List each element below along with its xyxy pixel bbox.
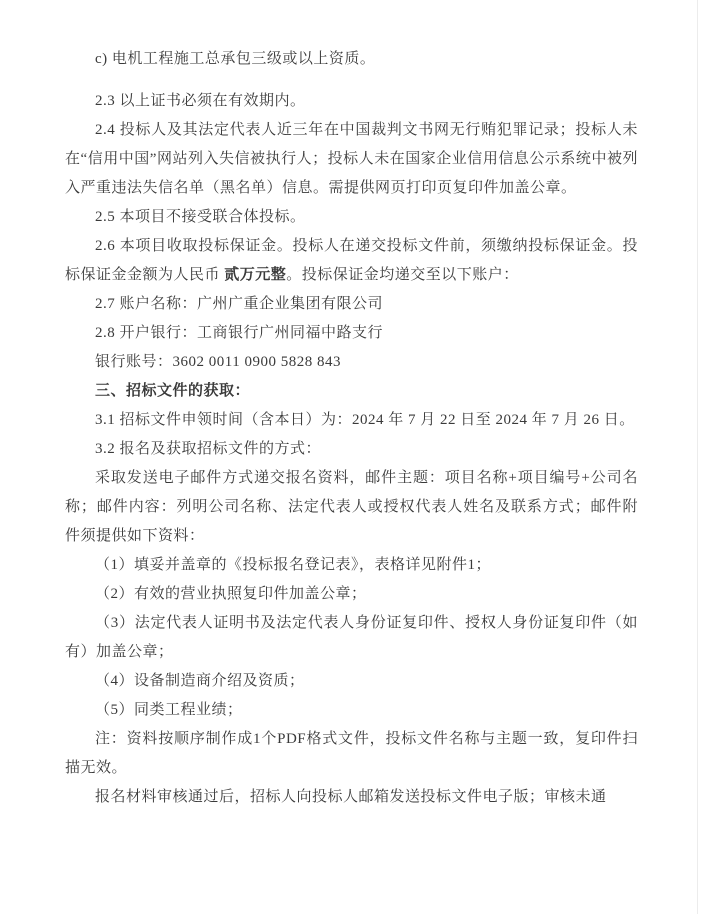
para-email-method: 采取发送电子邮件方式递交报名资料，邮件主题：项目名称+项目编号+公司名称；邮件内容：列明公司名称、法定代表人或授权代表人姓名及联系方式；邮件附件须提供如下资料： xyxy=(65,470,638,544)
attachment-item-4: （4）设备制造商介绍及资质； xyxy=(95,673,305,689)
clause-2-8: 2.8 开户银行：工商银行广州同福中路支行 xyxy=(95,325,384,341)
note-paragraph: 注：资料按顺序制作成1个PDF格式文件，投标文件名称与主题一致，复印件扫描无效。 xyxy=(65,731,638,776)
attachment-item-1: （1）填妥并盖章的《投标报名登记表》，表格详见附件1； xyxy=(95,557,492,573)
page-edge-line xyxy=(697,0,698,914)
attachment-item-3: （3）法定代表人证明书及法定代表人身份证复印件、授权人身份证复印件（如有）加盖公章； xyxy=(65,615,638,660)
attachment-item-5: （5）同类工程业绩； xyxy=(95,702,243,718)
clause-3-1: 3.1 招标文件申领时间（含本日）为：2024 年 7 月 22 日至 2024 年 7 月 26 日。 xyxy=(95,412,635,428)
clause-2-3: 2.3 以上证书必须在有效期内。 xyxy=(95,93,306,109)
para-review-result: 报名材料审核通过后，招标人向投标人邮箱发送投标文件电子版；审核未通 xyxy=(95,789,607,805)
clause-2-7: 2.7 账户名称：广州广重企业集团有限公司 xyxy=(95,296,384,312)
clause-2-6 xyxy=(65,232,638,290)
clause-c: c) 电机工程施工总承包三级或以上资质。 xyxy=(95,51,376,67)
clause-2-4: 2.4 投标人及其法定代表人近三年在中国裁判文书网无行贿犯罪记录；投标人未在“信用中国”网站列入失信被执行人；投标人未在国家企业信用信息公示系统中被列入严重违法失信名单（黑名单）信息。需提供网页打印页复印件加盖公章。 xyxy=(65,122,638,196)
attachment-item-2: （2）有效的营业执照复印件加盖公章； xyxy=(95,586,367,602)
clause-2-6-post: 。投标保证金均递交至以下账户： xyxy=(286,267,519,283)
deposit-amount-bold: 贰万元整 xyxy=(224,267,287,283)
clause-2-5: 2.5 本项目不接受联合体投标。 xyxy=(95,209,306,225)
clause-2-6-pre: 2.6 本项目收取投标保证金。投标人在递交投标文件前，须缴纳投标保证金。投标保证金金额为人民币 xyxy=(65,238,638,283)
clause-3-2: 3.2 报名及获取招标文件的方式： xyxy=(95,441,322,457)
section-3-heading: 三、招标文件的获取： xyxy=(95,383,251,399)
bank-account-line: 银行账号：3602 0011 0900 5828 843 xyxy=(95,354,341,370)
document-body xyxy=(65,45,638,812)
